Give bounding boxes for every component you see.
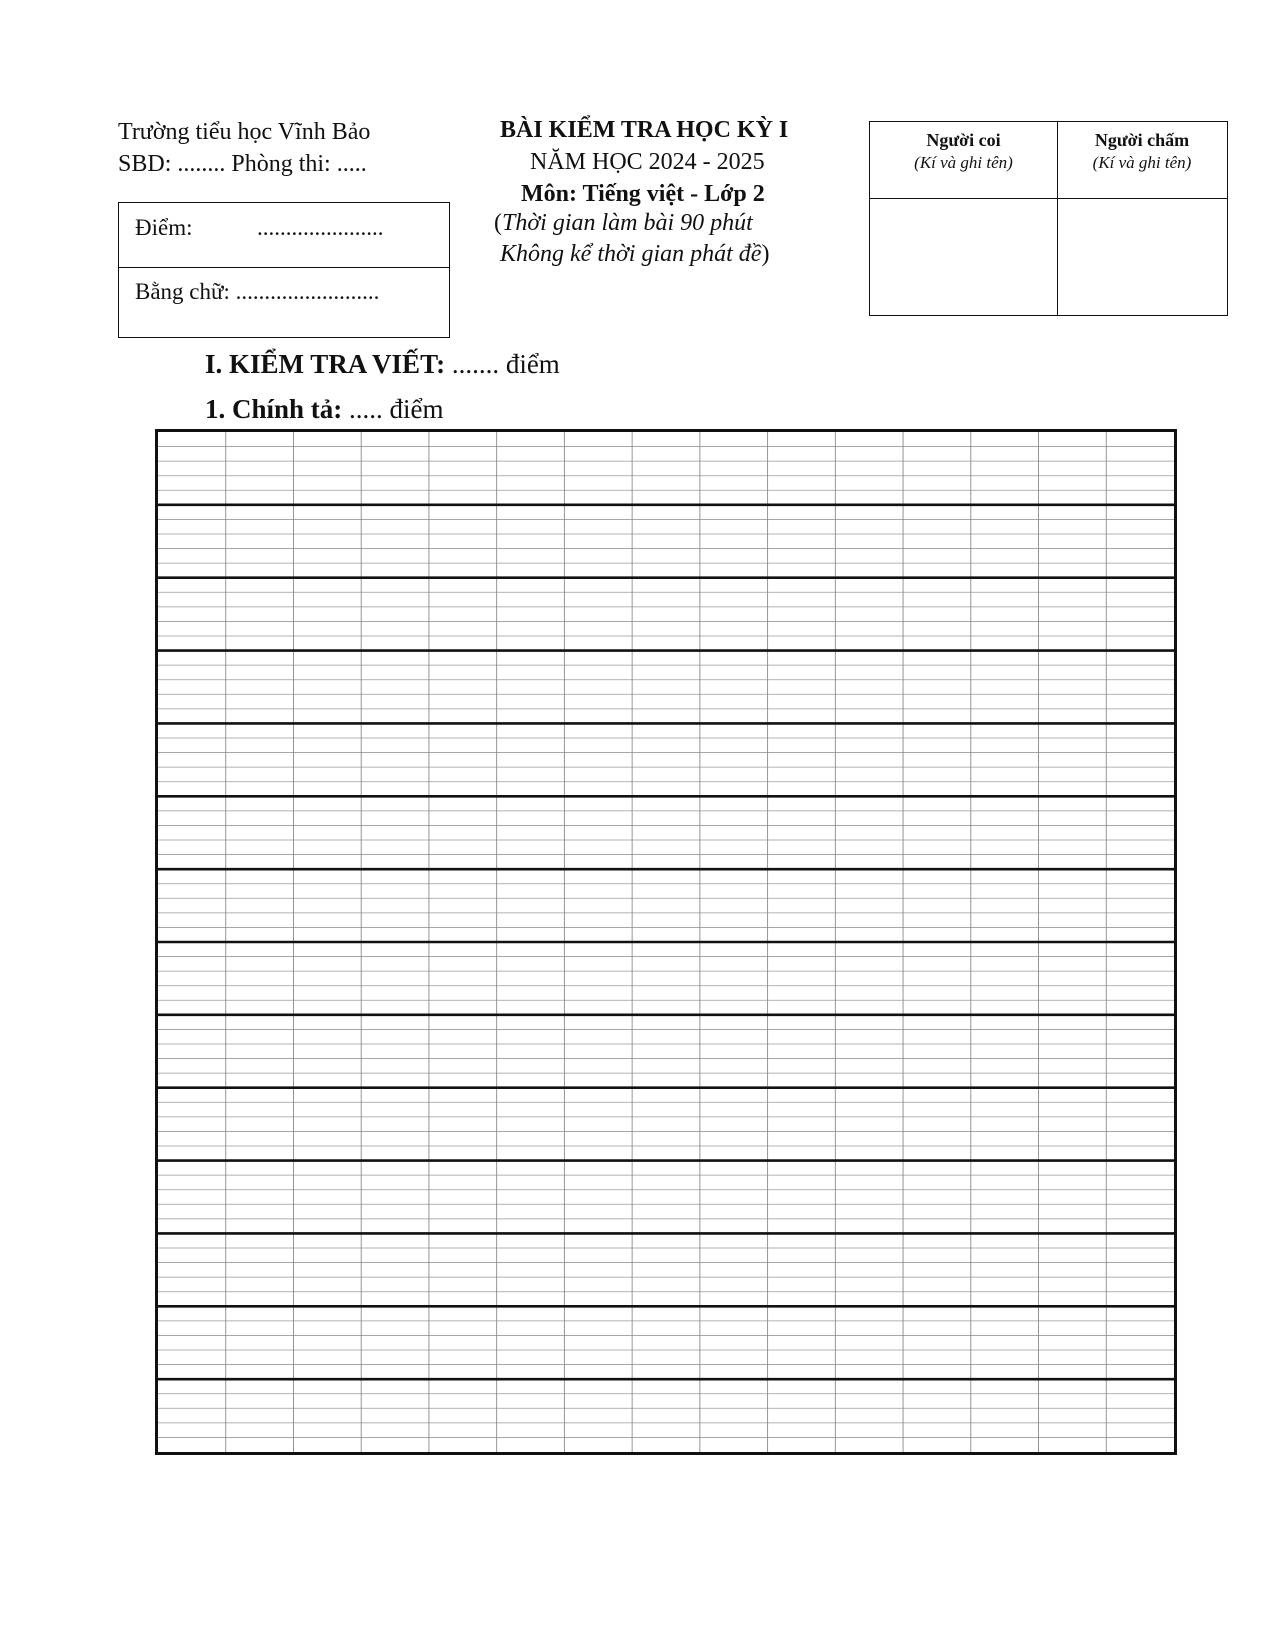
subject-line: Môn: Tiếng việt - Lớp 2 [521, 181, 765, 207]
proctor-note: (Kí và ghi tên) [914, 153, 1013, 172]
score-box [118, 202, 450, 338]
school-year: NĂM HỌC 2024 - 2025 [530, 149, 765, 175]
score-label: Điểm: [135, 215, 193, 240]
grader-header [1058, 130, 1226, 173]
candidate-info: SBD: ........ Phòng thi: ..... [118, 151, 367, 177]
grader-note: (Kí và ghi tên) [1092, 153, 1192, 172]
handwriting-grid[interactable] [155, 429, 1177, 1455]
signature-divider-horizontal [870, 198, 1227, 199]
grader-title: Người chấm [1094, 130, 1190, 150]
writing-section-heading: I. KIỂM TRA VIẾT: ....... điểm [205, 349, 560, 379]
score-dots[interactable]: ...................... [257, 215, 384, 240]
time-note: Không kể thời gian phát đề) [500, 241, 770, 267]
dictation-heading: 1. Chính tả: ..... điểm [205, 394, 444, 424]
score-in-words[interactable]: Bằng chữ: ......................... [135, 279, 380, 304]
score-divider [119, 267, 449, 268]
school-name: Trường tiểu học Vĩnh Bảo [118, 119, 371, 145]
grader-signature-area[interactable] [1059, 200, 1226, 314]
signature-box [869, 121, 1228, 316]
proctor-header [870, 130, 1057, 173]
time-allowed: (Thời gian làm bài 90 phút [494, 210, 753, 236]
proctor-title: Người coi [926, 130, 1001, 150]
grid-lines [158, 432, 1174, 1452]
proctor-signature-area[interactable] [870, 200, 1056, 314]
exam-title: BÀI KIỂM TRA HỌC KỲ I [500, 117, 789, 143]
